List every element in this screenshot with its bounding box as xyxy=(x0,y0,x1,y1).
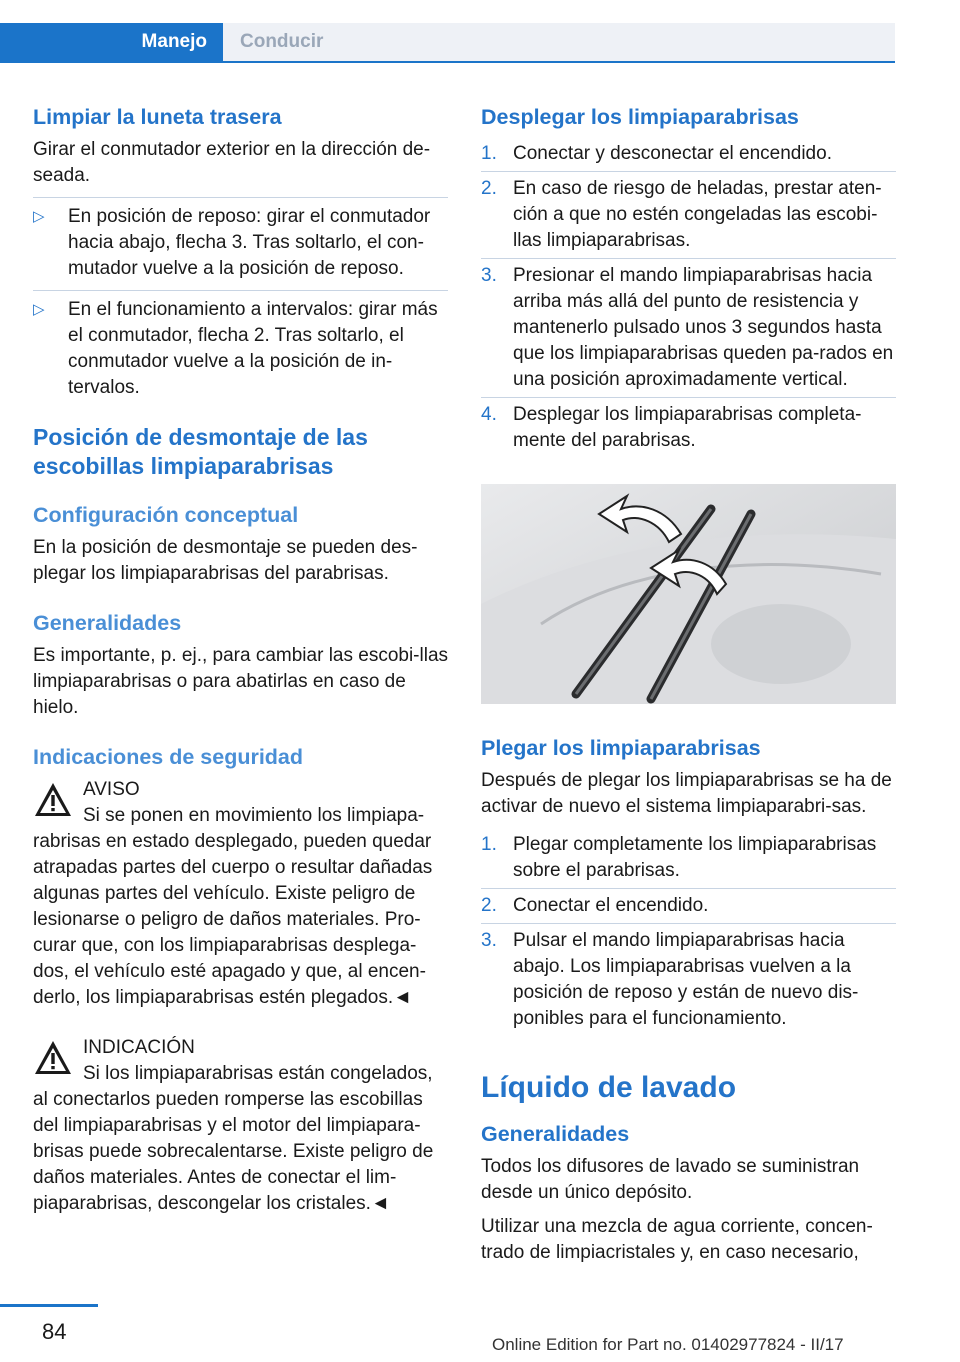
warning-label: AVISO xyxy=(83,779,140,800)
step-text: Presionar el mando limpiaparabrisas hacia arriba más allá del punto de resistencia y mantenerlo pulsado unos 3 segundos hasta que los limpiaparabrisas queden pa-rados en una posición aproximadamente vertical. xyxy=(513,265,894,390)
paragraph: Girar el conmutador exterior en la dirección de-seada. xyxy=(33,139,431,186)
step-text: En caso de riesgo de heladas, prestar aten-ción a que no estén congeladas las escobi-llas limpiaparabrisas. xyxy=(513,178,882,251)
subsection-title: Configuración conceptual xyxy=(33,503,299,527)
step-number: 4. xyxy=(481,404,497,425)
step-item xyxy=(481,828,896,888)
list-item-text: En posición de reposo: girar el conmutador hacia abajo, flecha 3. Tras soltarlo, el con-mutador vuelve a la posición de reposo. xyxy=(68,206,431,279)
wiper-photo-image xyxy=(481,484,896,704)
right-column xyxy=(481,103,896,1274)
tab-conducir[interactable] xyxy=(223,23,895,61)
paragraph: En la posición de desmontaje se pueden des-plegar los limpiaparabrisas del parabrisas. xyxy=(33,537,418,584)
left-column xyxy=(33,103,448,1217)
windshield-wiper-illustration xyxy=(481,484,896,704)
step-item xyxy=(481,137,896,171)
step-text: Conectar y desconectar el encendido. xyxy=(513,143,832,164)
step-item xyxy=(481,171,896,258)
step-item xyxy=(481,258,896,397)
step-item xyxy=(481,888,896,923)
tab-conducir-label: Conducir xyxy=(240,31,324,52)
subsection-title: Generalidades xyxy=(33,611,182,635)
step-text: Desplegar los limpiaparabrisas completa-mente del parabrisas. xyxy=(513,404,862,451)
chapter-heading: Líquido de lavado xyxy=(481,1071,737,1104)
subsection-title: Indicaciones de seguridad xyxy=(33,745,304,769)
step-item xyxy=(481,923,896,1036)
step-text: Pulsar el mando limpiaparabrisas hacia abajo. Los limpiaparabrisas vuelven a la posición de reposo y están de nuevo dis-ponibles para el funcionamiento. xyxy=(513,930,859,1029)
bullet-list xyxy=(33,197,448,409)
notice-text: Si los limpiaparabrisas están congelados, al conectarlos pueden romperse las escobillas del limpiaparabrisas y el motor del limpiapara-brisas puede sobrecalentarse. Existe peligro de daños materiales. Antes de conectar el lim-piaparabrisas, descongelar los cristales.◄ xyxy=(33,1063,434,1214)
notice-box xyxy=(33,1035,448,1217)
tab-underline xyxy=(0,61,895,63)
paragraph: Utilizar una mezcla de agua corriente, concen-trado de limpiacristales y, en caso necesario, xyxy=(481,1216,873,1263)
paragraph: Después de plegar los limpiaparabrisas se ha de activar de nuevo el sistema limpiaparabri-sas. xyxy=(481,770,892,817)
paragraph: Todos los difusores de lavado se suministran desde un único depósito. xyxy=(481,1156,860,1203)
warning-box xyxy=(33,777,448,1011)
step-number: 1. xyxy=(481,143,497,164)
edition-note: Online Edition for Part no. 01402977824 - II/17 xyxy=(492,1335,844,1354)
page-number: 84 xyxy=(42,1319,67,1344)
step-number: 1. xyxy=(481,834,497,855)
step-number: 3. xyxy=(481,265,497,286)
step-item xyxy=(481,397,896,458)
warning-triangle-icon xyxy=(33,1039,73,1077)
triangle-bullet-icon: ▷ xyxy=(33,301,45,318)
footer-accent-line xyxy=(0,1304,98,1307)
step-text: Plegar completamente los limpiaparabrisas sobre el parabrisas. xyxy=(513,834,877,881)
step-text: Conectar el encendido. xyxy=(513,895,709,916)
section-title: Limpiar la luneta trasera xyxy=(33,105,282,129)
triangle-bullet-icon: ▷ xyxy=(33,208,45,225)
warning-triangle-icon xyxy=(33,781,73,819)
section-title: Desplegar los limpiaparabrisas xyxy=(481,105,799,129)
section-title: Generalidades xyxy=(481,1122,630,1146)
section-title: Plegar los limpiaparabrisas xyxy=(481,736,761,760)
chapter-tabs xyxy=(0,23,895,63)
list-item xyxy=(33,197,448,290)
warning-text: Si se ponen en movimiento los limpiapa-rabrisas en estado desplegado, pueden quedar atrapadas partes del cuerpo o resultar dañadas algunas partes del vehículo. Existe peligro de lesionarse o peligro de daños materiales. Pro-curar que, con los limpiaparabrisas desplega-dos, el vehículo esté apagado y que, al encen-derlo, los limpiaparabrisas estén plegados.◄ xyxy=(33,805,433,1008)
list-item xyxy=(33,290,448,409)
tab-manejo[interactable] xyxy=(0,23,223,61)
list-item-text: En el funcionamiento a intervalos: girar más el conmutador, flecha 2. Tras soltarlo, el conmutador vuelve a la posición de in-tervalos. xyxy=(68,299,438,398)
notice-label: INDICACIÓN xyxy=(83,1037,195,1058)
section-title: Posición de desmontaje de las escobillas limpiaparabrisas xyxy=(33,424,368,479)
step-number: 2. xyxy=(481,895,497,916)
step-list xyxy=(481,828,896,1036)
step-number: 3. xyxy=(481,930,497,951)
step-number: 2. xyxy=(481,178,497,199)
tab-manejo-label: Manejo xyxy=(141,31,207,52)
paragraph: Es importante, p. ej., para cambiar las escobi-llas limpiaparabrisas o para abatirlas en caso de hielo. xyxy=(33,645,449,718)
step-list xyxy=(481,137,896,458)
